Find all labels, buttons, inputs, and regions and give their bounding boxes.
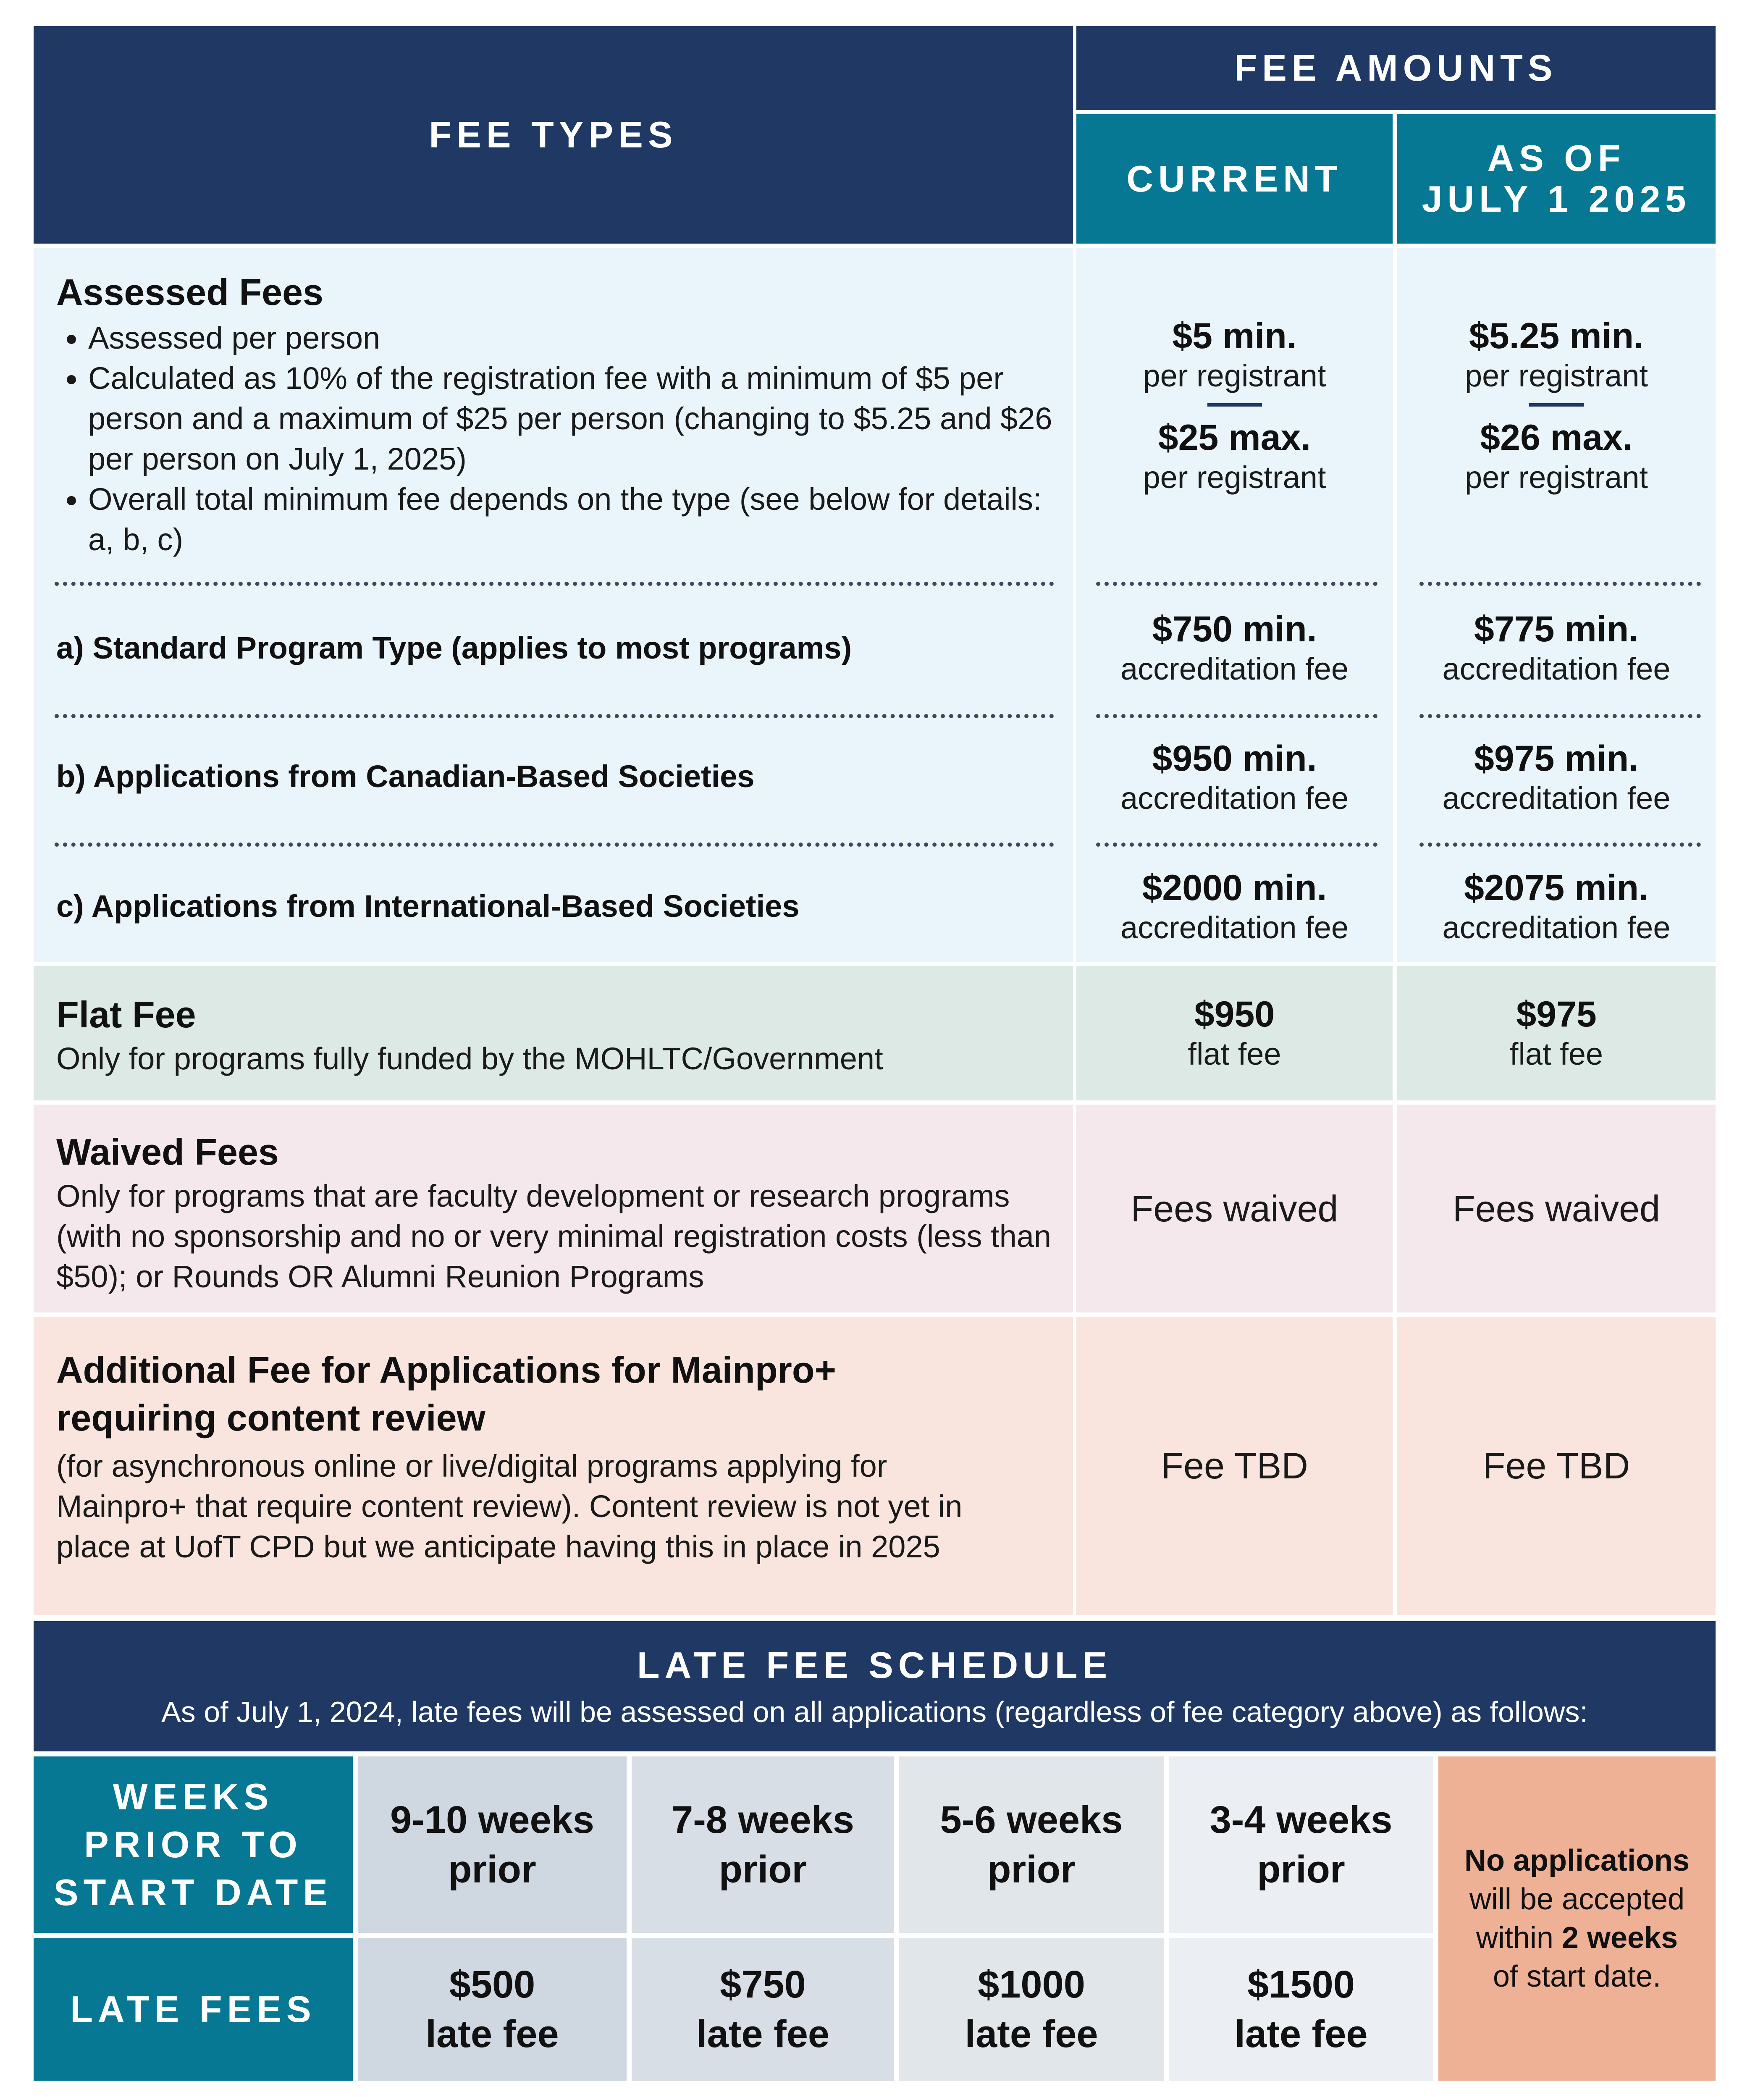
subtype-a-future-unit: accreditation fee [1442,651,1671,686]
fee-amounts-header [1076,26,1716,110]
flat-fee-cell [34,966,1073,1100]
late-fee-value: $1500 [1247,1963,1355,2006]
additional-fee-future-value: Fee TBD [1482,1445,1630,1486]
waived-fee-future-value: Fees waived [1452,1187,1660,1229]
late-fee-header [34,1621,1716,1751]
additional-fee-title: Additional Fee for Applications for Mainpro+ requiring content review [56,1349,837,1438]
flat-fee-current-value: $950 [1194,994,1275,1034]
late-fee-value: $750 [720,1963,806,2006]
dotted-separator [1096,714,1377,718]
late-weeks-value: 7-8 weeks [672,1798,854,1841]
fee-types-label: FEE TYPES [429,113,678,155]
assessed-text [34,271,1073,560]
current-max-value: $25 max. [1158,417,1311,458]
dotted-separator [1096,582,1377,586]
dotted-separator [55,714,1054,718]
subtype-b-future [1397,738,1716,817]
flat-fee-current-unit: flat fee [1188,1037,1281,1071]
subtype-c-current-unit: accreditation fee [1120,910,1349,945]
late-weeks-value: 9-10 weeks [390,1798,594,1841]
current-min-unit: per registrant [1143,358,1326,393]
late-fee-cell [632,1938,894,2081]
subtype-b-future-unit: accreditation fee [1442,781,1671,816]
late-fee-cell [1169,1938,1433,2081]
subtype-b-current-unit: accreditation fee [1120,781,1349,816]
dotted-separator [1419,843,1701,847]
subtype-a-future-value: $775 min. [1474,609,1639,649]
subtype-a-current-value: $750 min. [1152,609,1317,649]
as-of-line2: JULY 1 2025 [1422,178,1691,220]
late-fee-cell [899,1938,1164,2081]
dotted-separator [55,582,1054,586]
waived-fee-desc: Only for programs that are faculty development or research programs (with no sponsorship and no or very minimal registration costs (less than $50); or Rounds OR Alumni Reunion Programs [56,1179,1052,1294]
dotted-separator [1419,714,1701,718]
future-min-unit: per registrant [1465,358,1648,393]
current-max-unit: per registrant [1143,460,1326,495]
subtype-c-label: c) Applications from International-Based Societies [56,889,800,924]
weeks-label-cell [34,1756,353,1933]
waived-fee-future-cell [1397,1105,1716,1312]
flat-fee-future-value: $975 [1516,994,1597,1034]
no-applications-weeks: 2 weeks [1561,1921,1678,1955]
assessed-title: Assessed Fees [56,271,323,313]
subtype-b-current-value: $950 min. [1152,738,1317,779]
future-min-value: $5.25 min. [1469,316,1644,356]
late-weeks-cell [899,1756,1164,1933]
late-fees-label-cell [34,1938,353,2081]
late-weeks-cell [1169,1756,1433,1933]
additional-fee-desc: (for asynchronous online or live/digital programs applying for Mainpro+ that require content review). Content review is not yet in place at UofT CPD but we anticipate having this in place in 2025 [56,1449,963,1564]
assessed-current-amounts [1076,315,1393,496]
late-fee-value: $1000 [978,1963,1085,2006]
late-fee-cell [358,1938,627,2081]
subtype-a-current [1076,608,1393,688]
flat-fee-desc: Only for programs fully funded by the MOHLTC/Government [56,1041,883,1076]
waived-fee-current-value: Fees waived [1131,1187,1338,1229]
subtype-a-current-unit: accreditation fee [1120,651,1349,686]
assessed-bullet: • Assessed per person [88,318,1056,358]
subtype-c-future-unit: accreditation fee [1442,910,1671,945]
additional-fee-cell [34,1317,1073,1615]
additional-fee-current-cell [1076,1317,1393,1615]
subtype-b-current [1076,738,1393,817]
late-fee-unit: late fee [965,2013,1098,2055]
late-weeks-value: 5-6 weeks [940,1798,1123,1841]
subtype-a-label: a) Standard Program Type (applies to most programs) [56,630,852,665]
late-weeks-value: 3-4 weeks [1210,1798,1393,1841]
late-fee-value: $500 [449,1963,535,2006]
current-header [1076,114,1393,244]
waived-fee-cell [34,1105,1073,1312]
no-applications-end: of start date. [1493,1960,1661,1993]
subtype-c-current [1076,867,1393,947]
subtype-c-future-value: $2075 min. [1464,868,1649,908]
subtype-a-future [1397,608,1716,688]
waived-fee-title: Waived Fees [56,1131,279,1173]
as-of-line1: AS OF [1487,137,1626,179]
late-weeks-prior: prior [1257,1848,1345,1891]
late-fee-unit: late fee [425,2013,559,2055]
additional-fee-current-value: Fee TBD [1161,1445,1308,1486]
assessed-future-amounts [1397,315,1716,496]
fee-amounts-label: FEE AMOUNTS [1234,47,1558,89]
late-weeks-prior: prior [448,1848,536,1891]
current-min-value: $5 min. [1172,316,1297,356]
waived-fee-current-cell [1076,1105,1393,1312]
fee-types-header [34,26,1073,244]
flat-fee-future-cell [1397,966,1716,1100]
assessed-bullet: • Overall total minimum fee depends on the type (see below for details: a, b, c) [88,479,1056,560]
no-applications-cell [1438,1756,1716,2081]
dotted-separator [1096,843,1377,847]
future-max-unit: per registrant [1465,460,1648,495]
late-fee-unit: late fee [696,2013,830,2055]
flat-fee-title: Flat Fee [56,994,196,1035]
late-weeks-prior: prior [719,1848,807,1891]
divider [1529,403,1584,407]
subtype-c-future [1397,867,1716,947]
late-fee-title: LATE FEE SCHEDULE [637,1644,1112,1686]
late-fee-subtitle: As of July 1, 2024, late fees will be assessed on all applications (regardless of fee category above) as follows: [161,1696,1588,1728]
late-fee-unit: late fee [1234,2013,1368,2055]
flat-fee-future-unit: flat fee [1509,1037,1603,1071]
future-max-value: $26 max. [1480,417,1633,458]
subtype-c-current-value: $2000 min. [1142,868,1327,908]
additional-fee-future-cell [1397,1317,1716,1615]
as-of-header [1397,114,1716,244]
weeks-label: WEEKS PRIOR TO START DATE [53,1776,333,1913]
late-weeks-prior: prior [987,1848,1076,1891]
dotted-separator [55,843,1054,847]
no-applications-mid: will be accepted within [1469,1882,1685,1955]
flat-fee-current-cell [1076,966,1393,1100]
assessed-bullet: • Calculated as 10% of the registration fee with a minimum of $5 per person and a maximum of $25 per person (changing to $5.25 and $26 per person on July 1, 2025) [88,358,1056,479]
dotted-separator [1419,582,1701,586]
divider [1207,403,1262,407]
late-weeks-cell [632,1756,894,1933]
late-weeks-cell [358,1756,627,1933]
late-fees-label: LATE FEES [70,1988,316,2030]
subtype-b-future-value: $975 min. [1474,738,1639,779]
subtype-b-label: b) Applications from Canadian-Based Societies [56,759,755,794]
current-label: CURRENT [1126,158,1343,200]
no-applications-bold: No applications [1464,1844,1690,1877]
